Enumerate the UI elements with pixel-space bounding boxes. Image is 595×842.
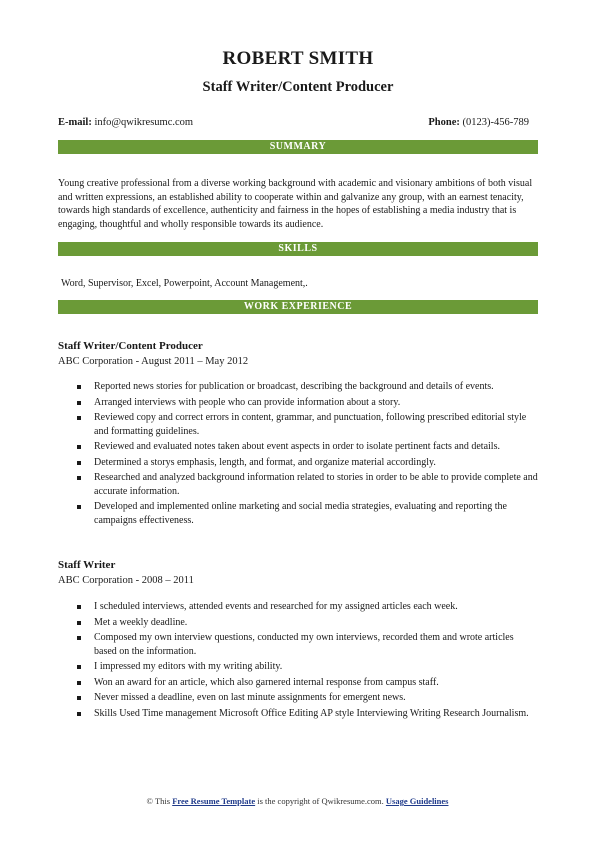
- candidate-role: Staff Writer/Content Producer: [202, 79, 394, 95]
- bullet-square-icon: [77, 461, 81, 465]
- skills-text: Word, Supervisor, Excel, Powerpoint, Account Management,.: [61, 278, 308, 289]
- job-bullet-item: [58, 707, 538, 721]
- job-bullet-item: [58, 631, 538, 658]
- bullet-square-icon: [77, 636, 81, 640]
- job-bullet-item: [58, 616, 538, 630]
- job-bullet-text: Determined a storys emphasis, length, and format, and organize material accordingly.: [94, 456, 436, 468]
- job-bullet-text: Arranged interviews with people who can provide information about a story.: [94, 396, 401, 408]
- job-bullet-item: [58, 396, 538, 410]
- phone-line: [428, 117, 529, 128]
- email-label: E-mail:: [58, 117, 92, 128]
- job-bullet-text: Never missed a deadline, even on last minute assignments for emergent news.: [94, 692, 406, 703]
- job-bullet-text: Reviewed copy and correct errors in content, grammar, and punctuation, following prescribed editorial style and formatting guidelines.: [94, 412, 527, 437]
- job-bullet-item: [58, 600, 538, 614]
- job-bullet-text: Composed my own interview questions, conducted my own interviews, recorded them and wrote articles based on the information.: [94, 632, 514, 657]
- bullet-square-icon: [77, 605, 81, 609]
- job-bullet-item: [58, 471, 538, 498]
- job-bullet-list: [58, 380, 538, 529]
- job-bullet-item: [58, 660, 538, 674]
- bullet-square-icon: [77, 445, 81, 449]
- job-bullet-text: Developed and implemented online marketing and social media strategies, evaluating and reporting the campaigns effectiveness.: [94, 501, 507, 526]
- summary-text: Young creative professional from a diverse working background with academic and visionary ambitions of both visual and written expressions, an established ability to cooperate within and galvanize any group, with an earnest tenacity, towards high standards of excellence, authenticity and fairness in the hopes of establishing a media industry that is engaging, thoughtful and wholly responsible towards its audience.: [58, 178, 533, 230]
- bullet-square-icon: [77, 416, 81, 420]
- bullet-square-icon: [77, 505, 81, 509]
- job-bullet-item: [58, 676, 538, 690]
- job-title: Staff Writer: [58, 559, 116, 571]
- job-bullet-text: I impressed my editors with my writing ability.: [94, 661, 283, 672]
- job-bullet-item: [58, 456, 538, 470]
- job-bullet-text: I scheduled interviews, attended events and researched for my assigned articles each week.: [94, 601, 458, 612]
- bullet-square-icon: [77, 385, 81, 389]
- email-line: [58, 117, 193, 128]
- skills-heading: SKILLS: [58, 242, 538, 256]
- experience-heading: WORK EXPERIENCE: [58, 300, 538, 314]
- job-meta: ABC Corporation - August 2011 – May 2012: [58, 356, 249, 367]
- footer-prefix: © This: [146, 796, 171, 806]
- job-bullet-item: [58, 380, 538, 394]
- job-bullet-text: Won an award for an article, which also garnered internal response from campus staff.: [94, 676, 439, 688]
- bullet-square-icon: [77, 621, 81, 625]
- bullet-square-icon: [77, 696, 81, 700]
- job-bullet-list: [58, 600, 538, 722]
- phone-label: Phone:: [428, 117, 460, 128]
- job-bullet-item: [58, 691, 538, 705]
- copyright-footer: [0, 796, 595, 806]
- candidate-name: ROBERT SMITH: [222, 48, 374, 69]
- job-meta: ABC Corporation - 2008 – 2011: [58, 575, 194, 586]
- phone-value: (0123)-456-789: [462, 117, 529, 128]
- job-bullet-text: Reported news stories for publication or broadcast, describing the background and details of events.: [94, 381, 494, 392]
- footer-middle: is the copyright of Qwikresume.com.: [257, 796, 384, 806]
- email-value[interactable]: info@qwikresumc.com: [94, 117, 194, 128]
- job-bullet-text: Met a weekly deadline.: [94, 616, 188, 628]
- job-title: Staff Writer/Content Producer: [58, 340, 203, 352]
- summary-heading: SUMMARY: [58, 140, 538, 154]
- job-bullet-item: [58, 500, 538, 527]
- bullet-square-icon: [77, 665, 81, 669]
- bullet-square-icon: [77, 681, 81, 685]
- free-resume-template-link[interactable]: Free Resume Template: [172, 796, 256, 806]
- job-bullet-text: Reviewed and evaluated notes taken about event aspects in order to isolate pertinent facts and details.: [94, 441, 500, 452]
- bullet-square-icon: [77, 401, 81, 405]
- bullet-square-icon: [77, 712, 81, 716]
- job-bullet-item: [58, 440, 538, 454]
- usage-guidelines-link[interactable]: Usage Guidelines: [385, 796, 449, 806]
- job-bullet-text: Skills Used Time management Microsoft Office Editing AP style Interviewing Writing Research Journalism.: [94, 707, 529, 719]
- job-bullet-item: [58, 411, 538, 438]
- bullet-square-icon: [77, 476, 81, 480]
- job-bullet-text: Researched and analyzed background information related to stories in order to be able to provide complete and accurate information.: [94, 472, 538, 497]
